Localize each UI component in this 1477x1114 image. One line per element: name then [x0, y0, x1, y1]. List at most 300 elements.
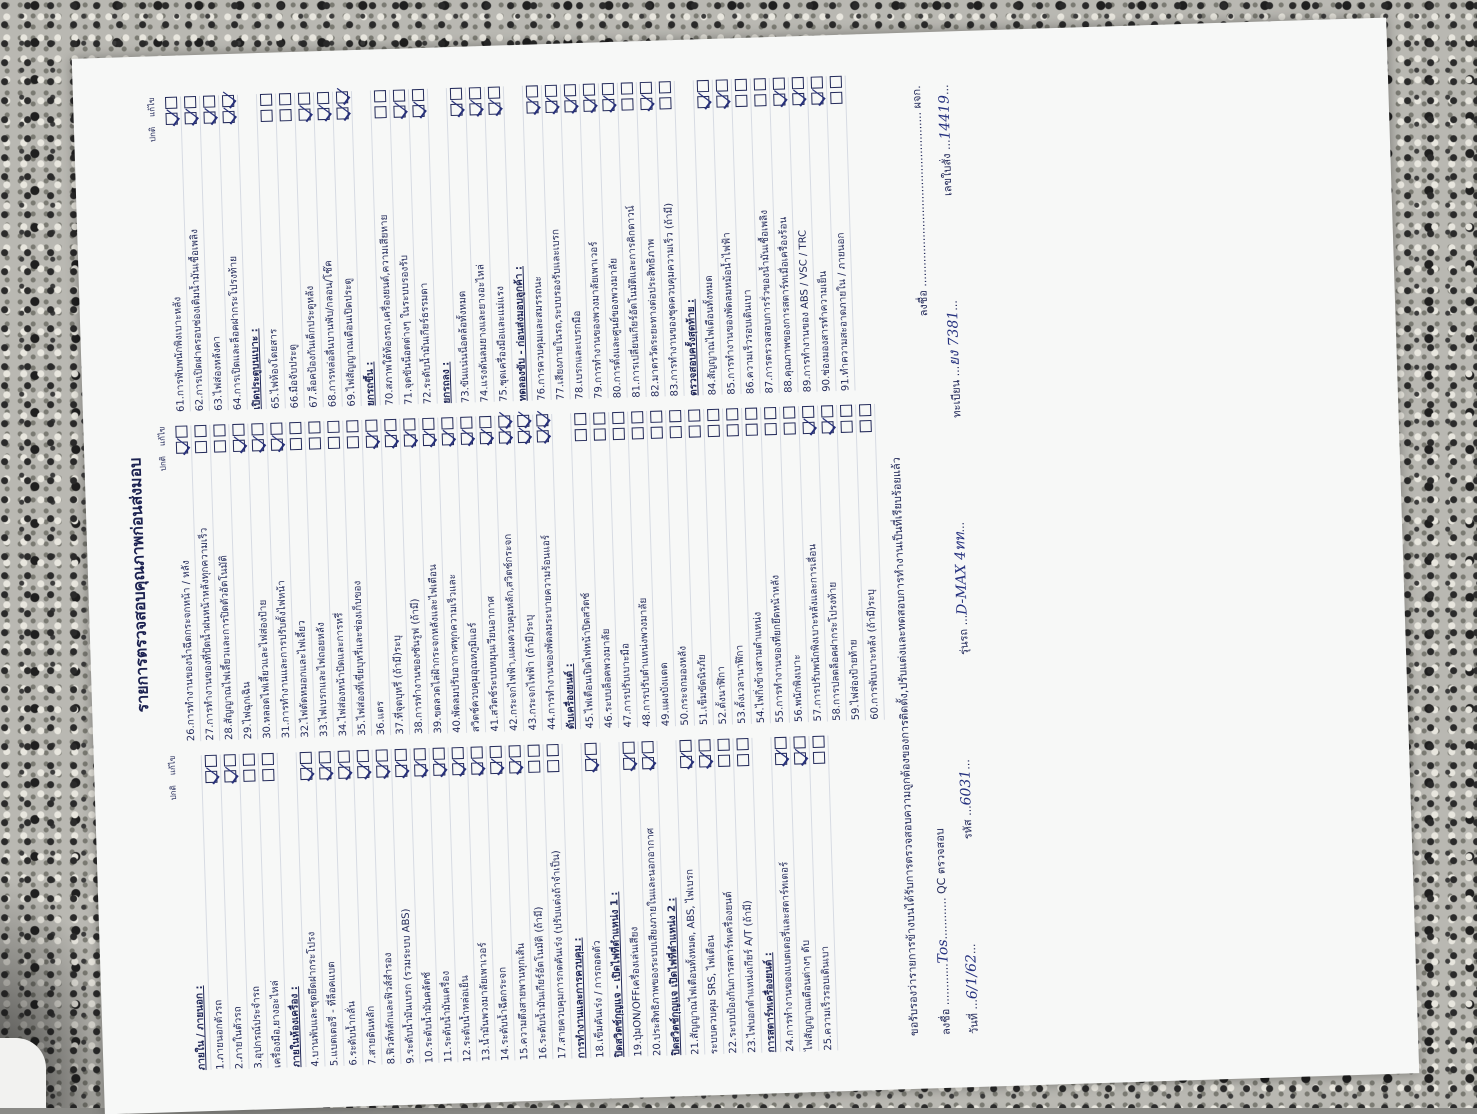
checkbox-pair [546, 744, 559, 772]
fix-checkbox[interactable] [194, 425, 206, 437]
checklist-item-label: 30.หลอดไฟเลี้ยวและไฟส่องป้าย [256, 599, 273, 739]
checklist-item-label: 51.เข็มขัดนิรภัย [695, 654, 709, 726]
fix-checkbox[interactable] [791, 77, 803, 89]
fix-checkbox[interactable] [175, 426, 187, 438]
fix-checkbox[interactable] [375, 749, 387, 761]
fix-checkbox[interactable] [669, 410, 681, 422]
fix-checkbox[interactable] [582, 84, 594, 96]
fix-checkbox[interactable] [717, 738, 729, 750]
fix-checkbox[interactable] [270, 423, 282, 435]
fix-checkbox[interactable] [289, 422, 301, 434]
checkbox-pair [698, 739, 711, 767]
checklist-item-label: ภายใน / ภายนอก : [192, 985, 207, 1071]
checkbox-pair [479, 416, 492, 444]
normal-checkbox[interactable] [726, 425, 738, 437]
normal-checkbox[interactable] [546, 760, 558, 772]
checklist-item-label: 5.แบตเตอรี่ - ที่ล็อคแบต [325, 961, 340, 1067]
normal-checkbox[interactable] [403, 435, 415, 447]
checklist-item-label: 76.การควบคุมและสมรรถนะ [531, 276, 547, 401]
fix-checkbox[interactable] [641, 741, 653, 753]
normal-checkbox[interactable] [717, 754, 729, 766]
fix-checkbox[interactable] [774, 736, 786, 748]
fix-checkbox[interactable] [403, 419, 415, 431]
normal-checkbox[interactable] [612, 428, 624, 440]
checkbox-pair [164, 97, 177, 125]
normal-checkbox[interactable] [452, 763, 464, 775]
normal-checkbox[interactable] [319, 767, 331, 779]
normal-checkbox[interactable] [222, 111, 234, 123]
normal-checkbox[interactable] [792, 93, 804, 105]
fix-checkbox[interactable] [802, 406, 814, 418]
normal-checkbox[interactable] [395, 764, 407, 776]
checklist-item-label: ระบบควบคุม SRS, ไฟเตือน [704, 934, 720, 1055]
fix-checkbox[interactable] [584, 742, 596, 754]
checklist-item-label: ตรวจสอบครั้งสุดท้าย : [684, 298, 699, 397]
ro-field: เลขใบสั่ง ...14419... [935, 84, 954, 197]
fix-checkbox[interactable] [337, 750, 349, 762]
column-header-fix: แก้ไข [146, 97, 157, 118]
checklist-item-label: 10.ระดับน้ำมันคลัตช์ [420, 971, 435, 1064]
fix-checkbox[interactable] [441, 417, 453, 429]
checklist-item-label: 12.ระดับน้ำหล่อเย็น [458, 975, 473, 1063]
fix-checkbox[interactable] [525, 85, 537, 97]
fix-checkbox[interactable] [698, 739, 710, 751]
normal-checkbox[interactable] [441, 433, 453, 445]
fix-checkbox[interactable] [772, 78, 784, 90]
normal-checkbox[interactable] [528, 760, 540, 772]
checkbox-pair [221, 95, 234, 123]
checklist-item-label: 42.กระจกไฟฟ้า,แผงควบคุมหลัก,สวิตช์กระจก [501, 533, 520, 732]
fix-checkbox[interactable] [183, 96, 195, 108]
fix-checkbox[interactable] [736, 738, 748, 750]
fix-checkbox[interactable] [753, 78, 765, 90]
normal-checkbox[interactable] [509, 761, 521, 773]
normal-checkbox[interactable] [859, 420, 871, 432]
fix-checkbox[interactable] [261, 753, 273, 765]
normal-checkbox[interactable] [688, 426, 700, 438]
fix-checkbox[interactable] [394, 748, 406, 760]
checklist-item-label: 4.บานพับและชุดยึดฝากระโปรง [305, 931, 321, 1067]
normal-checkbox[interactable] [300, 767, 312, 779]
checklist-item-label: 86.ความเร็วรอบเดินเบา [741, 289, 756, 395]
checkbox-pair [793, 736, 806, 764]
normal-checkbox[interactable] [357, 766, 369, 778]
normal-checkbox[interactable] [471, 762, 483, 774]
checkbox-pair [449, 88, 462, 116]
fix-checkbox[interactable] [793, 736, 805, 748]
checklist-item-label: 59.ไฟส่องป้ายท้าย [847, 639, 861, 721]
checklist-item-label: 37.ที่จุดบุหรี่ (ถ้ามี)ระบุ [391, 634, 406, 735]
fix-checkbox[interactable] [335, 91, 347, 103]
normal-checkbox[interactable] [631, 427, 643, 439]
column-header-normal: ปกติ [168, 785, 178, 801]
checkbox-pair [517, 415, 530, 443]
fix-checkbox[interactable] [259, 94, 271, 106]
fix-checkbox[interactable] [164, 97, 176, 109]
fix-checkbox[interactable] [650, 411, 662, 423]
normal-checkbox[interactable] [545, 101, 557, 113]
normal-checkbox[interactable] [203, 111, 215, 123]
fix-checkbox[interactable] [489, 745, 501, 757]
fix-checkbox[interactable] [384, 419, 396, 431]
checklist-item-label: 80.การตั้งและศูนย์ของพวงมาลัย [607, 257, 623, 399]
normal-checkbox[interactable] [422, 434, 434, 446]
fix-checkbox[interactable] [536, 414, 548, 426]
fix-checkbox[interactable] [479, 416, 491, 428]
checklist-item-label: 47.การปรับเบาะมือ [619, 642, 634, 728]
normal-checkbox[interactable] [205, 770, 217, 782]
fix-checkbox[interactable] [726, 409, 738, 421]
fix-checkbox[interactable] [242, 753, 254, 765]
normal-checkbox[interactable] [365, 436, 377, 448]
checkbox-pair [498, 416, 511, 444]
checkbox-pair [726, 409, 739, 437]
checkbox-pair [734, 79, 747, 107]
checklist-item-label: 64.การเปิดและล็อคฝากระโปรงท้าย [227, 255, 243, 411]
checkbox-pair [563, 84, 576, 112]
fix-checkbox[interactable] [432, 747, 444, 759]
normal-checkbox[interactable] [232, 440, 244, 452]
fix-checkbox[interactable] [422, 418, 434, 430]
checkbox-pair [422, 418, 435, 446]
normal-checkbox[interactable] [412, 105, 424, 117]
checkbox-pair [774, 736, 787, 764]
normal-checkbox[interactable] [707, 425, 719, 437]
normal-checkbox[interactable] [479, 432, 491, 444]
checklist-item-label: 26.การทำงานของน้ำฉีดกระจกหน้า / หลัง [179, 560, 197, 742]
fix-checkbox[interactable] [221, 95, 233, 107]
fix-checkbox[interactable] [574, 413, 586, 425]
checkbox-pair [194, 425, 207, 453]
fix-checkbox[interactable] [812, 735, 824, 747]
normal-checkbox[interactable] [526, 101, 538, 113]
normal-checkbox[interactable] [384, 435, 396, 447]
checklist-item-label: ทดลองขับ - ก่อนส่งมอบลูกค้า : [512, 265, 528, 402]
checkbox-pair [810, 76, 823, 104]
code-field: รหัส ...6031... [957, 759, 975, 840]
normal-checkbox[interactable] [830, 92, 842, 104]
normal-checkbox[interactable] [584, 758, 596, 770]
normal-checkbox[interactable] [574, 429, 586, 441]
normal-checkbox[interactable] [393, 105, 405, 117]
fix-checkbox[interactable] [858, 404, 870, 416]
checklist-item-label: 39.ขดลวดไล่ฝ้ากระจกหลังและไฟเตือน [426, 564, 444, 734]
fix-checkbox[interactable] [470, 746, 482, 758]
fix-checkbox[interactable] [620, 82, 632, 94]
checklist-item-label: 33.ไฟเบรกและไฟถอยหลัง [314, 622, 330, 738]
checkbox-pair [470, 746, 483, 774]
checklist-item-label: การสตาร์ทเครื่องยนต์ : [762, 952, 777, 1053]
model-value: D-MAX 4ทท [951, 532, 971, 616]
normal-checkbox[interactable] [450, 104, 462, 116]
normal-checkbox[interactable] [308, 438, 320, 450]
checkbox-pair [658, 81, 671, 109]
fix-checkbox[interactable] [411, 89, 423, 101]
normal-checkbox[interactable] [773, 94, 785, 106]
fix-checkbox[interactable] [356, 750, 368, 762]
checkbox-pair [183, 96, 196, 124]
checklist-columns [136, 57, 895, 1089]
checklist-item-label: เปิดประตูบนเบาะ : [248, 328, 262, 410]
checklist-item-label: 7.สายดินหลัก [364, 1005, 378, 1066]
fix-checkbox[interactable] [316, 92, 328, 104]
fix-checkbox[interactable] [213, 425, 225, 437]
checkbox-pair [821, 406, 834, 434]
fix-checkbox[interactable] [734, 79, 746, 91]
normal-checkbox[interactable] [716, 95, 728, 107]
checklist-item-label: 9.ระดับน้ำมันเบรก (รวมระบบ ABS) [399, 908, 416, 1064]
checkbox-pair [622, 741, 635, 769]
normal-checkbox[interactable] [736, 754, 748, 766]
fix-checkbox[interactable] [297, 92, 309, 104]
checklist-item-label: 91.ทำความสะอาดภายใน / ภายนอก [834, 232, 851, 392]
normal-checkbox[interactable] [262, 769, 274, 781]
fix-checkbox[interactable] [232, 424, 244, 436]
checklist-item-label: การทำงานและการควบคุม : [571, 937, 587, 1059]
normal-checkbox[interactable] [517, 431, 529, 443]
fix-checkbox[interactable] [318, 751, 330, 763]
checkbox-pair [242, 753, 255, 781]
checklist-item-label: ไฟสัญญาณเตือนต่างๆ ดับ [799, 939, 815, 1052]
column-header-fix: แก้ไข [156, 426, 167, 447]
normal-checkbox[interactable] [698, 755, 710, 767]
checklist-item-label: 17.สายควบคุมการกดคันเร่ง (ปรับแต่งถ้าจำเป็น) [549, 850, 568, 1060]
normal-checkbox[interactable] [243, 769, 255, 781]
normal-checkbox[interactable] [783, 423, 795, 435]
fix-checkbox[interactable] [251, 423, 263, 435]
checkbox-pair [812, 735, 825, 763]
normal-checkbox[interactable] [213, 441, 225, 453]
fix-checkbox[interactable] [631, 411, 643, 423]
normal-checkbox[interactable] [414, 764, 426, 776]
normal-checkbox[interactable] [279, 109, 291, 121]
normal-checkbox[interactable] [536, 430, 548, 442]
checklist-item-label: 60.การพับเบาะหลัง (ถ้ามี)ระบุ [864, 589, 880, 720]
checkbox-pair [375, 749, 388, 777]
normal-checkbox[interactable] [840, 421, 852, 433]
normal-checkbox[interactable] [802, 422, 814, 434]
ro-value: 14419 [935, 94, 954, 140]
checkbox-pair [403, 419, 416, 447]
checkbox-pair [745, 408, 758, 436]
normal-checkbox[interactable] [498, 432, 510, 444]
normal-checkbox[interactable] [754, 94, 766, 106]
fix-checkbox[interactable] [365, 420, 377, 432]
normal-checkbox[interactable] [336, 107, 348, 119]
checklist-item-label: 57.การปรับพนักพิงเบาะหลังและการเลื่อน [806, 543, 823, 722]
fix-checkbox[interactable] [707, 409, 719, 421]
checklist-item-label: 43.กระจกไฟฟ้า (ถ้ามี)ระบุ [523, 614, 539, 731]
checkbox-pair [413, 748, 426, 776]
checkbox-pair [707, 409, 720, 437]
normal-checkbox[interactable] [298, 108, 310, 120]
checkbox-pair [802, 406, 815, 434]
fix-checkbox[interactable] [544, 85, 556, 97]
checkbox-pair [829, 76, 842, 104]
checkbox-pair [688, 410, 701, 438]
fix-checkbox[interactable] [498, 416, 510, 428]
fix-checkbox[interactable] [810, 76, 822, 88]
checklist-item-label: 11.ระดับน้ำมันเครื่อง [439, 970, 454, 1063]
normal-checkbox[interactable] [774, 752, 786, 764]
normal-checkbox[interactable] [659, 97, 671, 109]
fix-checkbox[interactable] [829, 76, 841, 88]
normal-checkbox[interactable] [812, 751, 824, 763]
normal-checkbox[interactable] [811, 92, 823, 104]
checkbox-pair [384, 419, 397, 447]
sign-field: ลงชื่อ ............Tos............ QC ตรวจสอบ [932, 828, 953, 1036]
checklist-item-label: 6.ระดับน้ำกลั่น [345, 1000, 359, 1066]
checkbox-pair [175, 426, 188, 454]
normal-checkbox[interactable] [564, 100, 576, 112]
checklist-item-label: 13.น้ำมันพวงมาลัยเพาเวอร์ [476, 942, 492, 1062]
normal-checkbox[interactable] [270, 439, 282, 451]
normal-checkbox[interactable] [488, 103, 500, 115]
checkbox-pair [460, 417, 473, 445]
checklist-item-label: 72.ระดับน้ำมันเกียร์ธรรมดา [417, 282, 433, 405]
normal-checkbox[interactable] [327, 437, 339, 449]
normal-checkbox[interactable] [745, 424, 757, 436]
checkbox-pair [327, 421, 340, 449]
normal-checkbox[interactable] [175, 442, 187, 454]
fix-checkbox[interactable] [546, 744, 558, 756]
fix-checkbox[interactable] [601, 83, 613, 95]
normal-checkbox[interactable] [622, 757, 634, 769]
fix-checkbox[interactable] [839, 405, 851, 417]
fix-checkbox[interactable] [715, 79, 727, 91]
normal-checkbox[interactable] [641, 757, 653, 769]
checklist-item-label: 29.ไฟฉุกเฉิน [240, 681, 254, 740]
fix-checkbox[interactable] [413, 748, 425, 760]
checklist-item-label: ภายในห้องเครื่อง : [287, 986, 302, 1068]
checkbox-pair [641, 741, 654, 769]
fix-checkbox[interactable] [460, 417, 472, 429]
checkbox-pair [489, 745, 502, 773]
checklist-item-label: 77.เสียงภายในรถ,ระบบรองรับและเบรก [549, 228, 566, 401]
normal-checkbox[interactable] [317, 108, 329, 120]
normal-checkbox[interactable] [460, 433, 472, 445]
fix-checkbox[interactable] [278, 93, 290, 105]
checklist-item-label: 54.ไฟกิ่งข้างสามตำแหน่ง [751, 611, 766, 724]
checklist-item-label: 45.ไฟเตือนเปิดไฟหน้าปิดสวิตช์ [579, 592, 596, 729]
normal-checkbox[interactable] [764, 423, 776, 435]
checkbox-pair [373, 90, 386, 118]
fix-checkbox[interactable] [202, 95, 214, 107]
fix-checkbox[interactable] [451, 747, 463, 759]
checklist-item-label: 67.ล็อคป้องกันเด็กประตูหลัง [303, 285, 319, 409]
fix-checkbox[interactable] [593, 413, 605, 425]
checkbox-pair [601, 83, 614, 111]
fix-checkbox[interactable] [308, 422, 320, 434]
normal-checkbox[interactable] [583, 100, 595, 112]
checkbox-pair [356, 750, 369, 778]
normal-checkbox[interactable] [374, 106, 386, 118]
normal-checkbox[interactable] [621, 98, 633, 110]
fix-checkbox[interactable] [688, 410, 700, 422]
fix-checkbox[interactable] [373, 90, 385, 102]
normal-checkbox[interactable] [433, 763, 445, 775]
fix-checkbox[interactable] [517, 415, 529, 427]
fix-checkbox[interactable] [392, 89, 404, 101]
fix-checkbox[interactable] [468, 87, 480, 99]
fix-checkbox[interactable] [299, 751, 311, 763]
checklist-item-label: 36.แตร [374, 700, 387, 736]
fix-checkbox[interactable] [639, 82, 651, 94]
fix-checkbox[interactable] [612, 412, 624, 424]
normal-checkbox[interactable] [679, 755, 691, 767]
checkbox-pair [669, 410, 682, 438]
fix-checkbox[interactable] [449, 88, 461, 100]
normal-checkbox[interactable] [165, 113, 177, 125]
normal-checkbox[interactable] [593, 429, 605, 441]
checklist-item-label: 19.ปุ่มON/OFFเครื่องเล่นเสียง [628, 926, 644, 1057]
normal-checkbox[interactable] [602, 99, 614, 111]
normal-checkbox[interactable] [376, 765, 388, 777]
fix-checkbox[interactable] [508, 745, 520, 757]
fix-checkbox[interactable] [563, 84, 575, 96]
fix-checkbox[interactable] [527, 744, 539, 756]
fix-checkbox[interactable] [696, 80, 708, 92]
fix-checkbox[interactable] [658, 81, 670, 93]
checklist-item-label: 62.การเปิดฝาครอบช่องเติมน้ำมันเชื้อเพลิง [188, 228, 205, 412]
checklist-item-label: 21.สัญญาณไฟเตือนทั้งหมด, ABS, ไฟเบรก [683, 868, 701, 1056]
normal-checkbox[interactable] [260, 110, 272, 122]
checklist-item-label: 18.เข็มคันเร่ง / การถอดตัว [590, 940, 606, 1058]
checkbox-pair [631, 411, 644, 439]
fix-checkbox[interactable] [346, 420, 358, 432]
sign-value: Tos [934, 939, 952, 964]
normal-checkbox[interactable] [184, 112, 196, 124]
normal-checkbox[interactable] [669, 426, 681, 438]
checklist-item-label: 84.สัญญาณไฟเตือนทั้งหมด [702, 275, 718, 396]
normal-checkbox[interactable] [640, 98, 652, 110]
fix-checkbox[interactable] [622, 741, 634, 753]
normal-checkbox[interactable] [224, 770, 236, 782]
normal-checkbox[interactable] [346, 436, 358, 448]
checklist-paper [72, 18, 1420, 1114]
fix-checkbox[interactable] [821, 406, 833, 418]
normal-checkbox[interactable] [194, 441, 206, 453]
checkbox-pair [392, 89, 405, 117]
checkbox-pair [525, 85, 538, 113]
normal-checkbox[interactable] [289, 438, 301, 450]
checkbox-pair [858, 404, 871, 432]
checklist-item-label: ปิดสวิตช์กุญแจ เปิดไฟที่ตำแหน่ง 2 : [665, 897, 682, 1056]
checklist-item-label: 75.ชุดเครื่องมือและแม่แรง [494, 285, 509, 403]
normal-checkbox[interactable] [697, 96, 709, 108]
normal-checkbox[interactable] [650, 427, 662, 439]
normal-checkbox[interactable] [490, 761, 502, 773]
normal-checkbox[interactable] [469, 103, 481, 115]
fix-checkbox[interactable] [679, 739, 691, 751]
fix-checkbox[interactable] [223, 754, 235, 766]
normal-checkbox[interactable] [793, 752, 805, 764]
checklist-item-label: 1.ภายนอกตัวรถ [212, 999, 226, 1070]
normal-checkbox[interactable] [735, 95, 747, 107]
checklist-item-label: 34.ไฟส่องหน้าปัดและการหรี่ [333, 612, 349, 737]
checklist-item-label: 38.การทำงานของซันรูฟ (ถ้ามี) [408, 598, 425, 735]
fix-checkbox[interactable] [327, 421, 339, 433]
normal-checkbox[interactable] [338, 766, 350, 778]
fix-checkbox[interactable] [487, 87, 499, 99]
rotated-document [95, 41, 1396, 1090]
fix-checkbox[interactable] [204, 754, 216, 766]
normal-checkbox[interactable] [251, 439, 263, 451]
normal-checkbox[interactable] [821, 422, 833, 434]
fix-checkbox[interactable] [745, 408, 757, 420]
fix-checkbox[interactable] [764, 407, 776, 419]
fix-checkbox[interactable] [783, 407, 795, 419]
